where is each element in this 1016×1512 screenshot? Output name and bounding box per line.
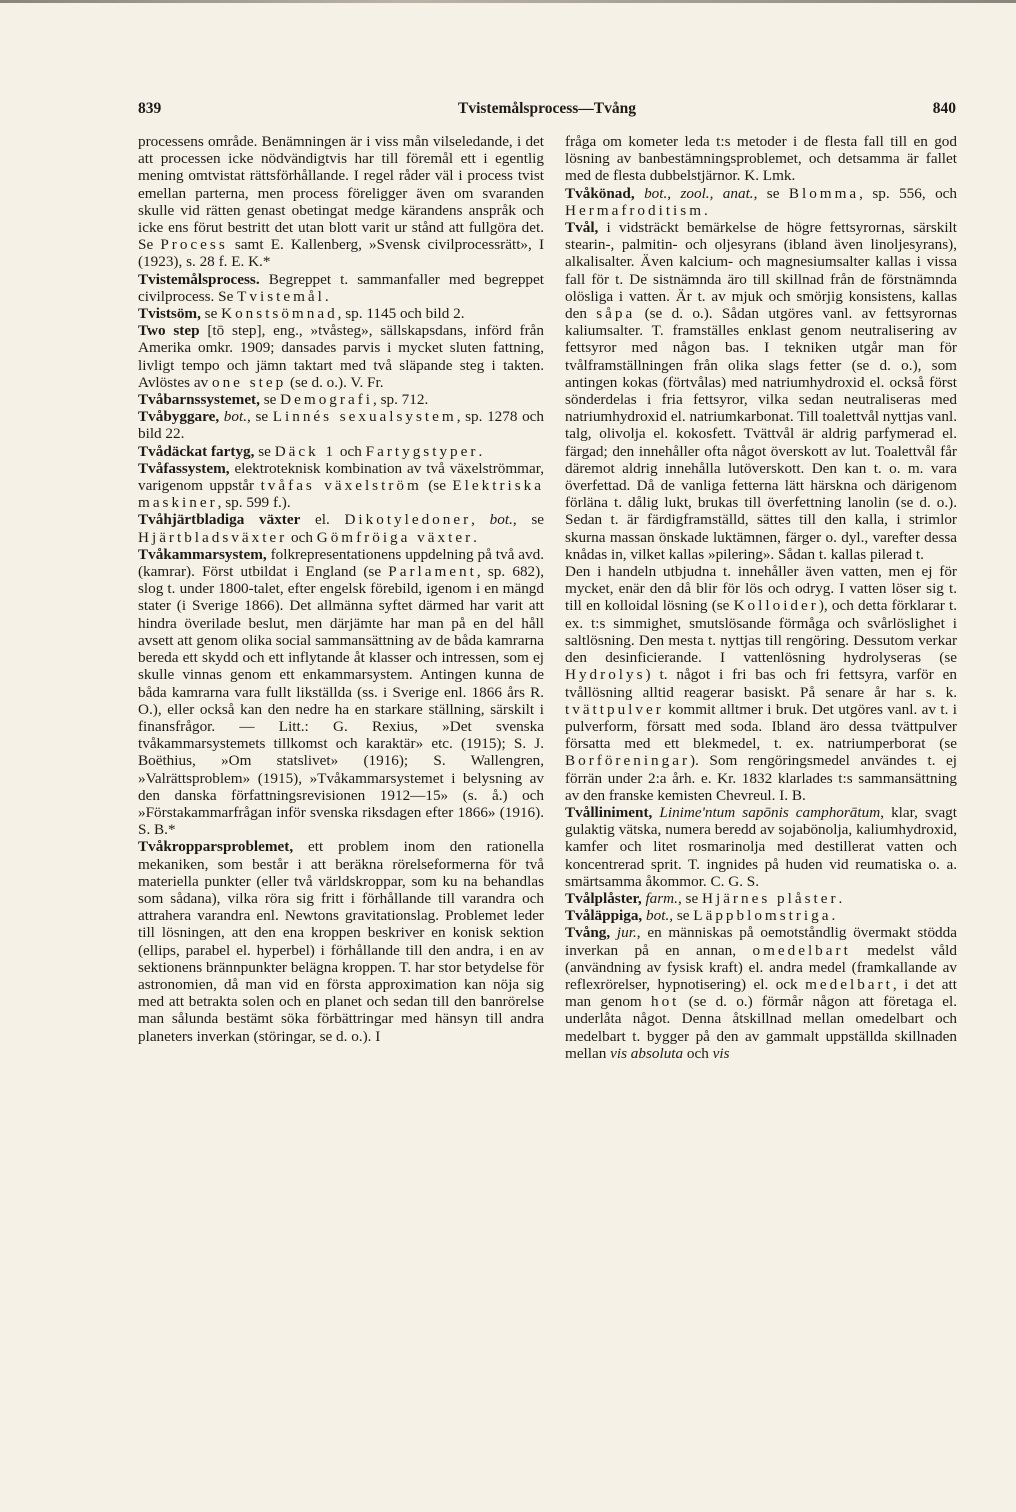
entry-text: , se [669, 907, 694, 925]
entry-text: . [324, 287, 329, 305]
entry-headword: Tvåläppiga, [565, 907, 643, 925]
entry-text: , sp. 1278 och bild 22. [138, 408, 545, 443]
entry-text: folkrepresentationens uppdelning på två avd. (kamrar). Först utbildat i England (se [138, 545, 544, 581]
entry-headword: Tvålplåster, [565, 889, 642, 907]
cross-reference: tvåfas växelström [260, 477, 422, 495]
entry-text: . [473, 528, 477, 546]
running-header [138, 100, 956, 124]
entry-headword: Tvång, [565, 924, 611, 942]
entry-text: och [287, 528, 317, 546]
cross-reference: Process [160, 236, 228, 254]
dictionary-entry [138, 460, 544, 512]
entry-text: . [478, 442, 483, 460]
cross-reference: Tvistemål [237, 287, 325, 305]
italic-term: Linime'ntum sapōnis camphorātum [659, 803, 881, 821]
dictionary-entry [565, 185, 957, 219]
entry-text: , se [677, 889, 702, 907]
dictionary-entry [138, 322, 544, 391]
entry-headword: Tvåbyggare, [138, 408, 220, 426]
entry-text: ), och detta förklarar t. ex. t:s simmighet, smutslösande förmåga och svårlöslighet i saltlösning. Den mesta t. nyttjas till rengöring. Dessutom verkar den desinficierande. I vattenlösning hydrolyseras (se [565, 597, 958, 667]
entry-text [635, 185, 644, 202]
entry-text: , se [512, 511, 544, 529]
right-text-column [565, 133, 957, 1062]
entry-text: ). Som rengöringsmedel användes t. ej förrän under 2:a årh. e. Kr. 1832 klarlades t:s sammansättning av den franske kemisten Chevreul. I. B. [565, 752, 957, 804]
entry-text: processens område. Benämningen är i viss mån vilseledande, i det att processen icke nödvändigtvis har till föremål ett i egentlig mening omtvistat rättsförhållande. I regel råder väl i process tvist emellan parterna, men process föreligger även om svaranden skulle vid rätten genast obetingat medge kärandens anspråk och icke ens förut bestritt det utan blott varit ur stånd att fullgöra det. Se [138, 133, 544, 254]
entry-text: . [831, 907, 836, 925]
italic-term: bot. [223, 408, 248, 426]
cross-reference: Linnés sexualsystem [272, 408, 457, 426]
entry-headword: Two step [138, 322, 200, 340]
dictionary-entry [565, 804, 957, 890]
dictionary-entry [138, 443, 544, 460]
cross-reference: Hermafroditism [565, 201, 705, 219]
dictionary-entry [565, 133, 957, 185]
dictionary-entry [565, 907, 957, 924]
entry-text: och [683, 1044, 713, 1062]
entry-text: ) t. något i fri bas och fri fettsyra, varför en tvållösning alltid reagerar basiskt. På senare år har s. k. [565, 666, 957, 701]
entry-text: fråga om kometer leda t:s metoder i de flesta fall till en god lösning av banbestämningsproblemet, och detsamma är fallet med de flesta dubbelstjärnor. K. Lmk. [565, 133, 957, 185]
entry-text: Begreppet t. sammanfaller med begreppet civilprocess. Se [138, 270, 544, 305]
entry-text: elektroteknisk kombination av två växelströmmar, varigenom uppstår [138, 459, 544, 495]
cross-reference: Elektriska maskiner [138, 477, 544, 512]
dictionary-entry [138, 408, 544, 442]
dictionary-entry [565, 924, 957, 1062]
entry-text: (se d. o.). Sådan utgöres vanl. av fettsyrornas kaliumsalter. T. framställes enklast genom neutralisering av fettsyror med någon bas. I tekniken utgår man för tvålframställningen från olika slags fetter (se d. o.), som antingen kokas (förtvålas) med natriumhydroxid el. också först sönderdelas i fria fettsyror, vilka sedan neutraliseras med natriumhydroxid el. natriumkarbonat. Till toalettvål nyttjas vanl. talg, olivolja el. kokosfett. Tvättvål är aldrig parfymerad el. färgad; den innehåller ofta något överskott av lut. Toalettvål får däremot aldrig innehålla lutöverskott. Den kan t. o. m. vara överfettad. Då de vanliga fetterna lätt härskna och därigenom förläna t. dålig lukt, brukas till överfettning lanolin (se d. o.). Sedan t. är färdigframställd, sättes till den kalla, i strimlor skurna massan önskade luktämnen, färger o. dyl., varefter dessa knådas in, vilket kallas »pilering». Sådan t. kallas pilerad t. [565, 305, 957, 563]
entry-text: och [336, 442, 366, 460]
italic-term: jur. [616, 924, 637, 942]
entry-text: samt E. Kallenberg, »Svensk civilprocessrätt», I (1923), s. 28 f. E. K.* [138, 236, 545, 271]
dictionary-entry [138, 271, 544, 305]
entry-text: i vidsträckt bemärkelse de högre fettsyrornas, särskilt stearin-, palmitin- och oljesyrans (ibland även linoljesyrans), alkalisalter. Även kalcium- och magnesiumsalter kallas i vissa fall för t. De sistnämnda äro till skillnad från de förstnämnda olösliga i vatten. Är t. av mjuk och smörjig konsistens, kallas den [565, 219, 957, 323]
cross-reference: Dikotyledoner [344, 511, 472, 529]
dictionary-entry [138, 391, 544, 408]
cross-reference: Kolloider [733, 597, 819, 615]
page-top-edge [0, 0, 1016, 3]
dictionary-entry [138, 838, 544, 1044]
cross-reference: Läppblomstriga [693, 907, 832, 925]
entry-text: . [704, 201, 708, 219]
dictionary-entry [138, 133, 544, 271]
cross-reference: tvättpulver [565, 700, 664, 718]
cross-reference: omedelbart [752, 941, 851, 959]
entry-headword: Tvåkammarsystem, [138, 545, 267, 563]
entry-text: . [838, 889, 843, 907]
entry-text: se [254, 442, 275, 460]
dictionary-entry [138, 511, 544, 545]
entry-text: , se [753, 184, 789, 202]
entry-text: se [259, 391, 281, 409]
entry-text: , sp. 682), slog t. under 1800-talet, efter engelsk förebild, igenom i en mängd stater (i Sverige 1866). Det allmänna syftet därmed har varit att hindra överilade beslut, men därjämte har man på en del håll avsett att genom olika social sammansättning av de båda kamrarna bereda ett skydd och ett inflytande åt klasser och intressen, som ej skulle vinnas genom ett enkammarsystem. Antingen kunna de båda kamrarna vara fullt likställda (ss. i Sverige enl. 1866 års R. O.), eller också kan den nedre ha en starkare ställning, särskilt i finansfrågor. — Litt.: G. Rexius, »Det svenska tvåkammarsystemets tillkomst och karaktär» etc. (1915); S. J. Boëthius, »Om statslivet» (1916); S. Wallengren, »Valrättsproblem» (1915), »Tvåkammarsystemet i belysning av den danska författningsrevisionen 1912—15» (s. å.) och »Förstakammarfrågan inför svenska riksdagen efter 1866» (1916). S. B.* [138, 563, 544, 839]
entry-text: , sp. 556, och [859, 184, 957, 202]
left-text-column [138, 133, 544, 1045]
italic-term: bot. [489, 511, 513, 529]
entry-text: se [200, 305, 222, 323]
page-number-right: 840 [932, 100, 956, 117]
dictionary-entry [138, 305, 544, 322]
entry-text [610, 924, 617, 941]
entry-headword: Tvåkönad, [565, 184, 635, 202]
dictionary-entry [565, 890, 957, 907]
page-number-left: 839 [138, 100, 162, 117]
cross-reference: Fartygstyper [365, 442, 479, 460]
entry-text: , i det att man genom [565, 975, 957, 1011]
entry-text: medelst våld (användning av fysisk kraft) el. andra medel (framkallande av reflexrörelser, hypnotisering) el. ock [565, 941, 957, 993]
entry-text: ett problem inom den rationella mekaniken, som består i att beräkna rörelseformerna för två materiella punkter (eller två världskroppar, som ku na behandlas som sådana), vilka röra sig fritt i förhållande till varandra och attrahera varandra enl. Newtons gravitationslag. Problemet leder till lösningen, att den ena kroppen beskriver en konisk sektion (ellips, parabel el. hyperbel) i förhållande till den andra, i en av sektionens brännpunkter belägna kroppen. T. har stor betydelse för astronomien, då man vid en första approximation kan nöja sig med att betrakta solen och en planet och sedan till den banrörelse man sålunda bestämt söka förbättringar med hänsyn till andra planeters inverkan (störingar, se d. o.). I [138, 838, 544, 1045]
entry-text: , sp. 712. [372, 391, 429, 409]
cross-reference: medelbart [805, 975, 893, 993]
entry-text: kommit alltmer i bruk. Det utgöres vanl. av t. i pulverform, försatt med soda. Ibland äro dessa tvättpulver försatta med ett blekmedel, t. ex. natriumperborat (se [565, 700, 957, 753]
entry-text: , sp. 599 f.). [217, 494, 291, 512]
entry-text: Den i handeln utbjudna t. innehåller även vatten, men ej för mycket, enär den då blir för lös och odryg. I vatten löser sig t. till en kolloidal lösning (se [565, 563, 957, 615]
entry-headword: Tvistemålsprocess. [138, 270, 260, 288]
entry-text: , sp. 1145 och bild 2. [337, 305, 465, 323]
dictionary-entry [138, 546, 544, 838]
cross-reference: Demografi [280, 391, 373, 409]
cross-reference: one step [211, 373, 287, 391]
cross-reference: hot [650, 993, 680, 1011]
italic-term: bot., zool., anat. [644, 184, 754, 202]
italic-term: bot. [646, 907, 670, 925]
entry-headword: Tvåkropparsproblemet, [138, 838, 294, 856]
entry-headword: Tvådäckat fartyg, [138, 442, 255, 460]
cross-reference: Hjärnes plåster [702, 889, 839, 907]
entry-headword: Tvålliniment, [565, 803, 653, 821]
italic-term: farm. [645, 889, 678, 907]
running-title: Tvistemålsprocess—Tvång [458, 100, 636, 117]
entry-headword: Tvål, [565, 219, 599, 237]
entry-headword: Tvåfassystem, [138, 459, 230, 477]
cross-reference: Gömfröiga växter [316, 528, 474, 546]
entry-text: (se d. o.) förmår någon att företaga el. underlåta något. Denna åtskillnad mellan omedelbart och medelbart t. bygger på den av gammalt uppställda skillnaden mellan [565, 993, 957, 1062]
cross-reference: Blomma [788, 184, 860, 202]
entry-text: (se [421, 477, 453, 495]
cross-reference: såpa [596, 305, 636, 323]
entry-text: , en människas på oemotståndlig övermakt stödda inverkan på en annan, [565, 924, 957, 959]
cross-reference: Konstsömnad [221, 305, 338, 323]
entry-text: [tō step], eng., »tvåsteg», sällskapsdans, införd från Amerika omkr. 1909; dansades parvis i mycket sluten fattning, livligt tempo och jämn taktart med två släpande steg i takten. Avlöstes av [138, 322, 544, 391]
italic-term: vis [712, 1044, 730, 1062]
cross-reference: Parlament [388, 563, 477, 581]
dictionary-entry [565, 563, 957, 804]
entry-text: (se d. o.). V. Fr. [286, 373, 384, 391]
cross-reference: Borföreningar [565, 752, 691, 770]
cross-reference: Hjärtbladsväxter [138, 528, 288, 546]
cross-reference: Hydrolys [565, 666, 646, 684]
entry-text: , se [247, 408, 273, 426]
entry-headword: Tvåbarnssystemet, [138, 391, 260, 409]
entry-headword: Tvåhjärtbladiga växter [138, 511, 301, 529]
entry-text: , klar, svagt gulaktig vätska, numera beredd av sojabönolja, kaliumhydroxid, kamfer och litet rosmarinolja med destillerat vatten och koncentrerad sprit. T. ingnides på huden vid reumatiska o. a. smärtsamma åkommor. C. G. S. [565, 803, 957, 890]
dictionary-entry [565, 219, 957, 563]
cross-reference: Däck 1 [274, 442, 337, 460]
entry-headword: Tvistsöm, [138, 305, 201, 323]
entry-text: , [471, 511, 490, 529]
italic-term: vis absoluta [610, 1044, 684, 1062]
entry-text: el. [300, 511, 345, 529]
